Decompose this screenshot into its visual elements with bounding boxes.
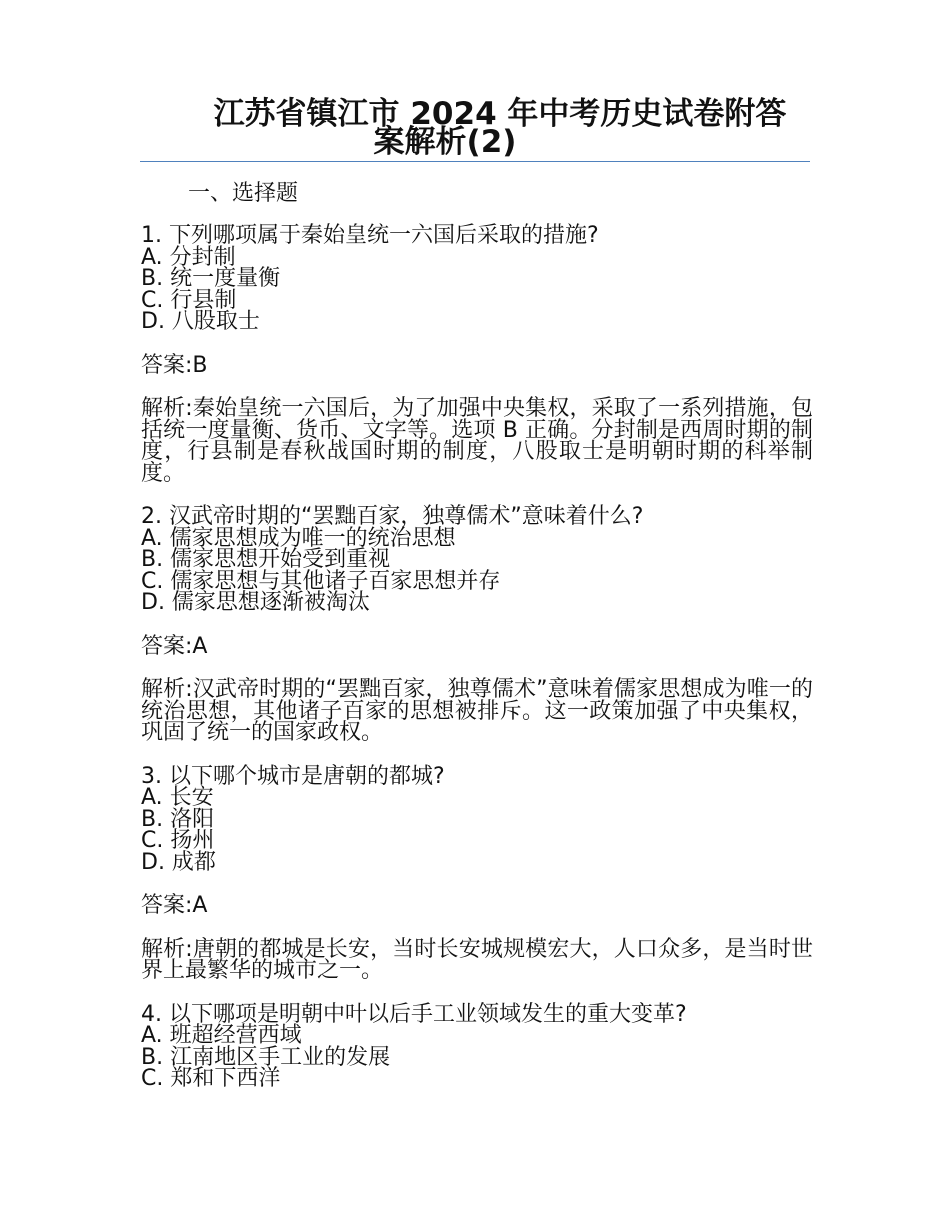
option-a: A. 儒家思想成为唯一的统治思想 [141,525,456,551]
answer: 答案:A [141,633,208,659]
title-underline [140,161,810,162]
analysis: 解析:秦始皇统一六国后，为了加强中央集权，采取了一系列措施，包括统一度量衡、货币、文字等。选项 B 正确。分封制是西周时期的制度，行县制是春秋战国时期的制度，八股取士是明朝时期的科举制度。 [141,396,813,486]
analysis: 解析:唐朝的都城是长安，当时长安城规模宏大，人口众多，是当时世界上最繁华的城市之一。 [141,936,813,983]
option-d: D. 儒家思想逐渐被淘汰 [141,590,370,615]
question-list [141,225,813,1090]
analysis: 解析:汉武帝时期的“罢黜百家，独尊儒术”意味着儒家思想成为唯一的统治思想，其他诸子百家的思想被排斥。这一政策加强了中央集权，巩固了统一的国家政权。 [141,677,813,745]
option-b: B. 儒家思想开始受到重视 [141,547,391,572]
option-a: A. 长安 [141,785,214,810]
answer: 答案:A [141,893,208,918]
question-stem: 3. 以下哪个城市是唐朝的都城? [141,763,445,789]
question-2 [141,506,813,744]
document-title [140,96,810,160]
option-c: C. 郑和下西洋 [141,1066,281,1091]
option-a: A. 班超经营西域 [141,1023,302,1048]
question-1 [141,225,813,484]
question-stem: 4. 以下哪项是明朝中叶以后手工业领域发生的重大变革? [141,1001,687,1027]
question-stem: 1. 下列哪项属于秦始皇统一六国后采取的措施? [141,223,599,248]
option-a: A. 分封制 [141,244,236,270]
option-d: D. 成都 [141,849,216,875]
section-heading: 一、选择题 [188,181,299,206]
title-line-1: 江苏省镇江市 2024 年中考历史试卷附答 [213,96,787,132]
title-line-2: 案解析(2) [373,124,517,160]
question-4 [141,1001,813,1091]
option-d: D. 八股取士 [141,309,260,334]
option-b: B. 统一度量衡 [141,266,281,291]
option-c: C. 儒家思想与其他诸子百家思想并存 [141,568,501,594]
option-c: C. 扬州 [141,828,215,853]
option-b: B. 洛阳 [141,806,215,832]
answer: 答案:B [141,352,208,378]
option-b: B. 江南地区手工业的发展 [141,1044,391,1070]
question-stem: 2. 汉武帝时期的“罢黜百家，独尊儒术”意味着什么? [141,504,644,529]
option-c: C. 行县制 [141,287,237,313]
question-3 [141,763,813,983]
